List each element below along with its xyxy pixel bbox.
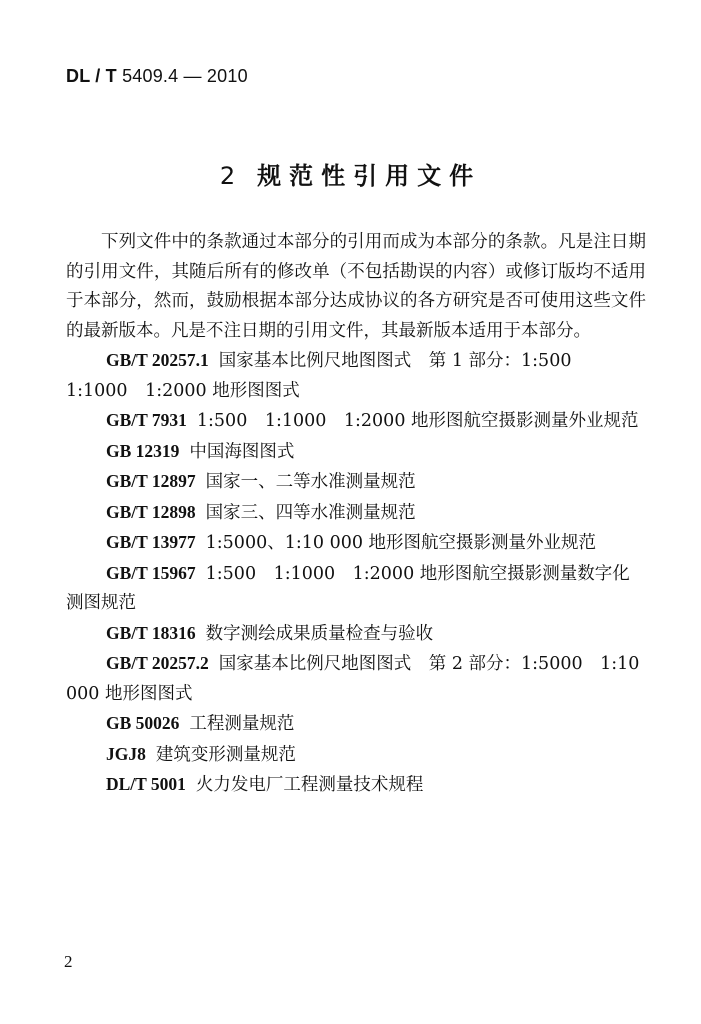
reference-code: DL/T 5001: [106, 774, 186, 794]
reference-title: 1:5000、1:10 000 地形图航空摄影测量外业规范: [205, 533, 597, 553]
reference-code: GB/T 13977: [106, 532, 196, 552]
reference-title: 国家三、四等水准测量规范: [205, 502, 416, 523]
reference-code: GB/T 12897: [106, 471, 196, 491]
reference-item: [66, 709, 646, 740]
standard-code-header: [66, 66, 248, 87]
reference-item: [66, 346, 646, 406]
reference-item: [66, 740, 646, 771]
reference-title: 国家一、二等水准测量规范: [205, 472, 416, 492]
reference-code: JGJ8: [106, 743, 146, 764]
intro-paragraph: 下列文件中的条款通过本部分的引用而成为本部分的条款。凡是注日期的引用文件，其随后所有的修改单（不包括勘误的内容）或修订版均不适用于本部分，然而，鼓励根据本部分达成协议的各方研究是否可使用这些文件的最新版本。凡是不注日期的引用文件，其最新版本适用于本部分。: [66, 232, 646, 341]
reference-code: GB/T 15967: [106, 562, 196, 583]
reference-code: GB/T 12898: [106, 501, 196, 522]
reference-code: GB/T 20257.2: [106, 653, 209, 673]
standard-code-number: 5409.4 — 2010: [122, 66, 248, 86]
reference-code: GB 12319: [106, 440, 180, 461]
reference-code: GB/T 20257.1: [106, 350, 209, 370]
section-title: 规范性引用文件: [257, 162, 482, 190]
reference-title: 1:500 1:1000 1:2000 地形图航空摄影测量外业规范: [196, 411, 639, 431]
reference-item: [66, 406, 646, 437]
reference-item: [66, 528, 646, 559]
reference-title: 数字测绘成果质量检查与验收: [205, 623, 434, 644]
reference-code: GB 50026: [106, 713, 180, 733]
reference-item: [66, 437, 646, 468]
section-body: [66, 228, 646, 801]
standard-code-prefix: DL / T: [66, 66, 117, 86]
reference-item: [66, 467, 646, 498]
reference-item: [66, 649, 646, 709]
section-heading: [0, 156, 701, 191]
reference-title: 国家基本比例尺地图图式 第 1 部分：1:500 1:1000 1:2000 地形图图式: [66, 351, 589, 401]
reference-item: [66, 619, 646, 650]
reference-code: GB/T 7931: [106, 410, 187, 430]
reference-item: [66, 770, 646, 801]
reference-title: 建筑变形测量规范: [155, 744, 296, 765]
reference-code: GB/T 18316: [106, 622, 196, 643]
page-number: 2: [64, 952, 73, 971]
section-number: 2: [219, 162, 244, 190]
reference-item: [66, 498, 646, 529]
reference-title: 工程测量规范: [189, 714, 295, 734]
reference-title: 火力发电厂工程测量技术规程: [195, 775, 424, 795]
reference-title: 中国海图图式: [189, 441, 295, 462]
reference-item: [66, 559, 646, 619]
reference-title: 1:500 1:1000 1:2000 地形图航空摄影测量数字化测图规范: [66, 563, 630, 613]
reference-list: [66, 346, 646, 801]
reference-title: 国家基本比例尺地图图式 第 2 部分：1:5000 1:10 000 地形图图式: [66, 654, 640, 704]
